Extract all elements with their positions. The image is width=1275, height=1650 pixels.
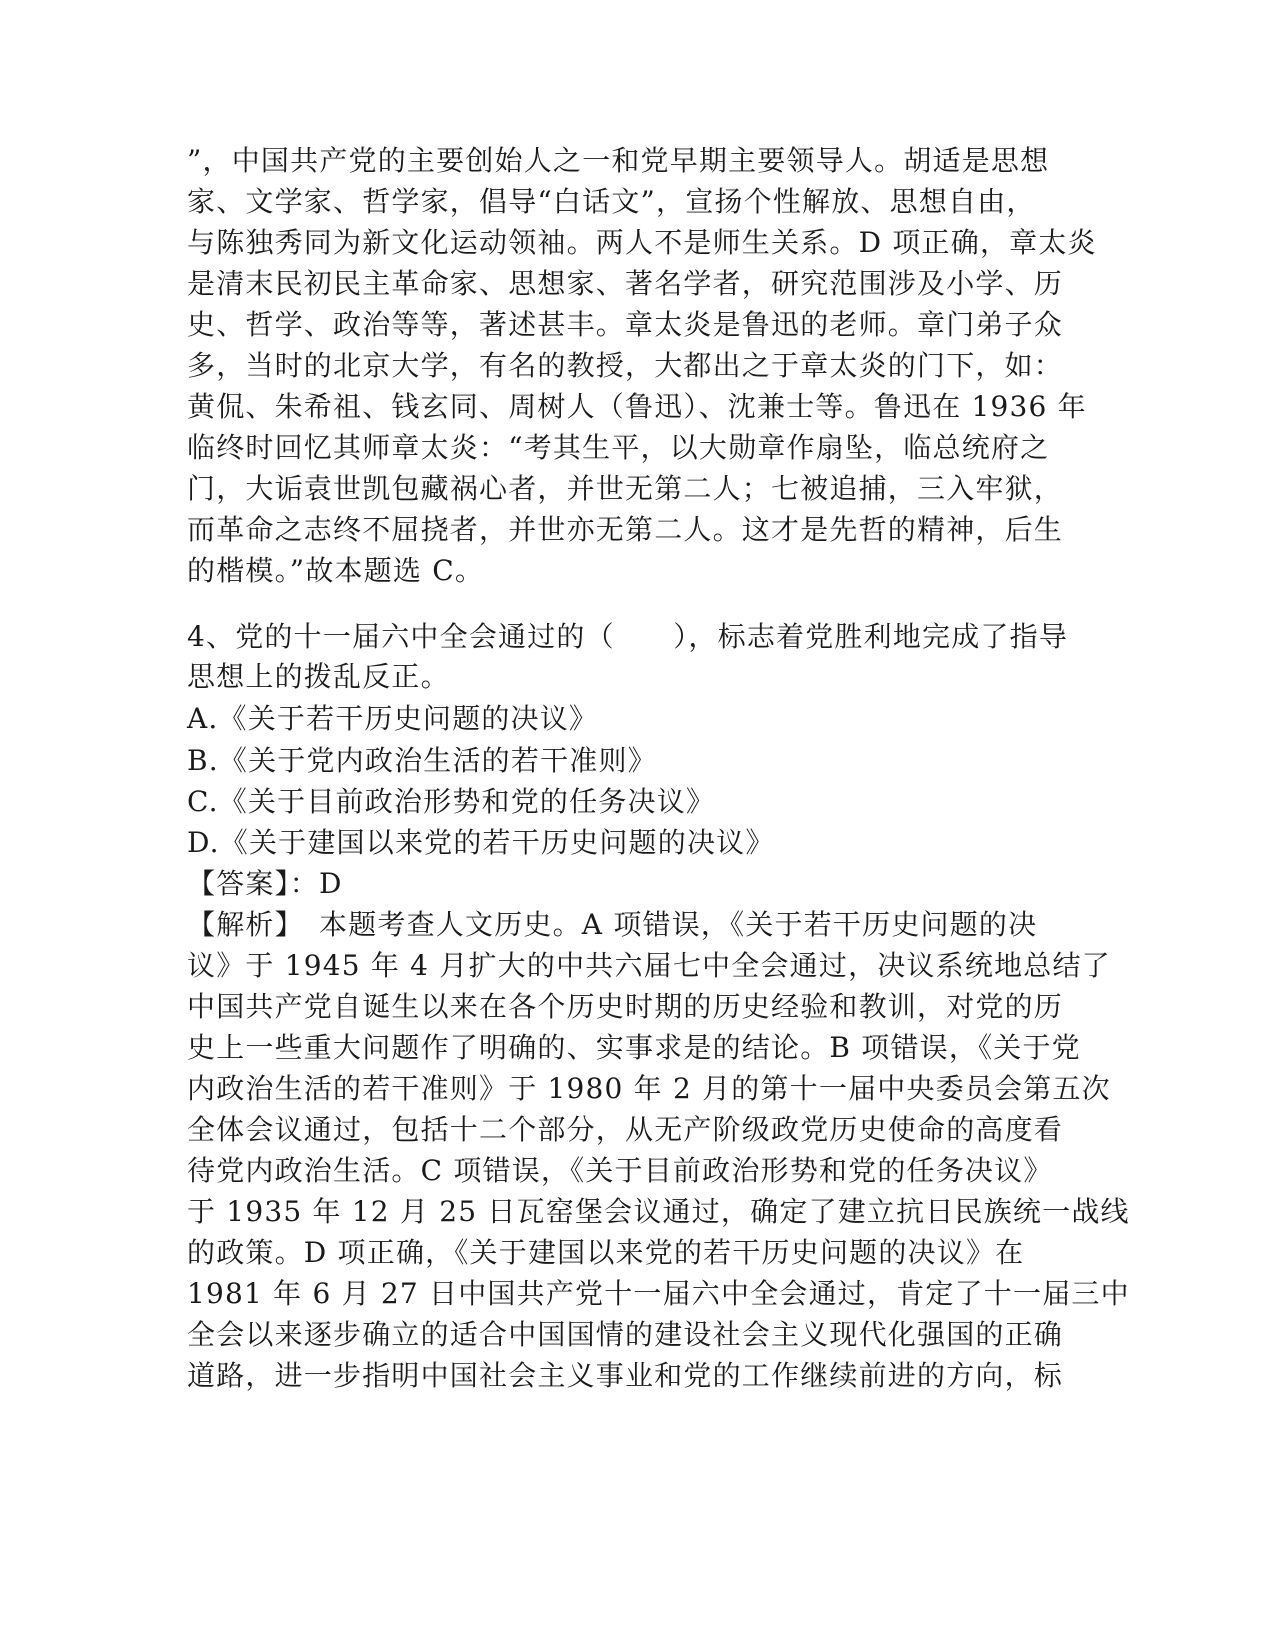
analysis-line: 议》于 1945 年 4 月扩大的中共六届七中全会通过，决议系统地总结了: [187, 949, 1111, 982]
paragraph-line: 多，当时的北京大学，有名的教授，大都出之于章太炎的门下，如：: [187, 349, 1064, 382]
analysis-line: 待党内政治生活。C 项错误，《关于目前政治形势和党的任务决议》: [187, 1154, 1053, 1187]
option-a: A.《关于若干历史问题的决议》: [187, 702, 599, 735]
option-c: C.《关于目前政治形势和党的任务决议》: [187, 785, 716, 818]
paragraph-line: 而革命之志终不屈挠者，并世亦无第二人。这才是先哲的精神，后生: [187, 513, 1064, 546]
analysis-line: 于 1935 年 12 月 25 日瓦窑堡会议通过，确定了建立抗日民族统一战线: [187, 1195, 1130, 1228]
analysis-line: 全会以来逐步确立的适合中国国情的建设社会主义现代化强国的正确: [187, 1318, 1064, 1351]
analysis-line: 【解析】 本题考查人文历史。A 项错误，《关于若干历史问题的决: [187, 908, 1038, 941]
paragraph-line: 黄侃、朱希祖、钱玄同、周树人（鲁迅）、沈兼士等。鲁迅在 1936 年: [187, 390, 1087, 423]
paragraph-line: 门，大诟袁世凯包藏祸心者，并世无第二人；七被追捕，三入牢狱，: [187, 472, 1064, 505]
paragraph-line: 史、哲学、政治等等，著述甚丰。章太炎是鲁迅的老师。章门弟子众: [187, 308, 1064, 341]
analysis-line: 全体会议通过，包括十二个部分，从无产阶级政党历史使命的高度看: [187, 1113, 1064, 1146]
paragraph-line: 临终时回忆其师章太炎：“考其生平，以大勋章作扇坠，临总统府之: [187, 431, 1050, 464]
paragraph-line: 的楷模。”故本题选 C。: [187, 554, 485, 587]
analysis-line: 道路，进一步指明中国社会主义事业和党的工作继续前进的方向，标: [187, 1359, 1064, 1392]
paragraph-line: 家、文学家、哲学家，倡导“白话文”，宣扬个性解放、思想自由，: [187, 185, 1036, 218]
analysis-line: 史上一些重大问题作了明确的、实事求是的结论。B 项错误，《关于党: [187, 1031, 1081, 1064]
option-b: B.《关于党内政治生活的若干准则》: [187, 744, 657, 777]
question-stem: 4、党的十一届六中全会通过的（ ），标志着党胜利地完成了指导: [187, 620, 1069, 653]
paragraph-line: 是清末民初民主革命家、思想家、著名学者，研究范围涉及小学、历: [187, 267, 1064, 300]
paragraph-line: ”，中国共产党的主要创始人之一和党早期主要领导人。胡适是思想: [187, 144, 1050, 177]
answer-label: 【答案】：D: [187, 867, 343, 900]
question-stem: 思想上的拨乱反正。: [187, 660, 450, 693]
analysis-line: 内政治生活的若干准则》于 1980 年 2 月的第十一届中央委员会第五次: [187, 1072, 1111, 1105]
option-d: D.《关于建国以来党的若干历史问题的决议》: [187, 826, 775, 859]
analysis-line: 1981 年 6 月 27 日中国共产党十一届六中全会通过，肯定了十一届三中: [187, 1277, 1130, 1310]
paragraph-line: 与陈独秀同为新文化运动领袖。两人不是师生关系。D 项正确，章太炎: [187, 226, 1097, 259]
analysis-line: 的政策。D 项正确，《关于建国以来党的若干历史问题的决议》在: [187, 1236, 1025, 1269]
analysis-line: 中国共产党自诞生以来在各个历史时期的历史经验和教训，对党的历: [187, 990, 1064, 1023]
